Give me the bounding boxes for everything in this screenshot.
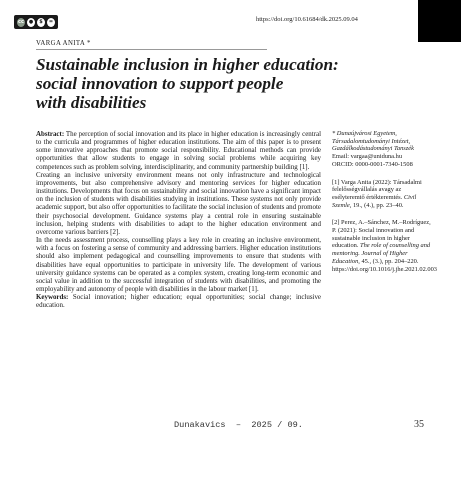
keywords-label: Keywords: <box>36 293 69 302</box>
reference-1 <box>332 179 432 210</box>
title-line: Sustainable inclusion in higher education: <box>36 55 339 74</box>
by-icon: ● <box>28 19 34 25</box>
title-line: with disabilities <box>36 93 147 112</box>
author-email[interactable]: Email: vargaa@uniduna.hu <box>332 153 403 161</box>
author-name: VARGA ANITA * <box>36 40 91 47</box>
reference-journal: The role of counselling and mentoring. Journal of Higher Education <box>332 242 431 265</box>
reference-text: , 19., (4.), pp. 23–40. <box>349 201 404 209</box>
page-number: 35 <box>414 419 424 430</box>
nc-icon: $ <box>37 18 45 27</box>
sidebar-notes <box>332 130 437 273</box>
author-affiliation: * Dunaújvárosi Egyetem, Társadalomtudományi Intézet, Gazdálkodástudományi Tanszék <box>332 130 414 153</box>
keywords-text: Social innovation; higher education; equal opportunities; social change; inclusive education. <box>36 293 321 310</box>
article-title <box>36 55 356 112</box>
cc-icon: cc <box>18 19 24 25</box>
doi-link[interactable]: https://doi.org/10.61684/dk.2025.09.04 <box>256 16 358 23</box>
body-paragraph: Creating an inclusive university environment means not only infrastructure and technological improvements, but also comprehensive advisory and mentoring services for higher education institutions. Developments that focus on sustainability and social innovation have a significant impact on the inclusion of students with disabilities studying in institutions. These systems not only provide academic support, but also offer opportunities to facilitate the social inclusion of students and promote their psychosocial development. Guidance systems play a central role in ensuring sustainable inclusion, helping students with disabilities to adapt to the higher education environment and overcome various barriers [2]. <box>36 170 321 236</box>
nd-icon: = <box>48 19 54 25</box>
license-badge <box>14 15 58 29</box>
abstract-paragraph <box>36 130 321 171</box>
body-paragraph: In the needs assessment process, counselling plays a key role in creating an inclusive environment, with a focus on fostering a sense of community and addressing barriers. Higher education institutions should also implement pedagogical and counselling improvements to ensure that students with disabilities have equal opportunities to participate in university life. The development of various university guidance systems can be operated as a complex system, creating long-term economic and social value in addition to the successful integration of students with disabilities, and promoting the employability and autonomy of people with disabilities in the labour market [1]. <box>36 236 321 293</box>
title-line: social innovation to support people <box>36 74 284 93</box>
reference-text: , 45., (3.), pp. 204–220. https://doi.org/10.1016/j.jhe.2021.02.003 <box>332 257 437 273</box>
page-tab-marker <box>418 0 461 42</box>
author-orcid: ORCID: 0000-0001-7340-1508 <box>332 160 413 168</box>
reference-text: [2] Perez, A.–Sánchez, M.–Rodríguez, P. (2021): Social innovation and sustainable inclusion in higher education. <box>332 219 431 250</box>
reference-journal: Civil Szemle <box>332 193 417 209</box>
abstract-text: The perception of social innovation and its place in higher education is increasingly central to the curricula and programmes of higher education institutions. The aim of this paper is to present some innovative approaches that promote social responsibility. Educational methods can provide opportunities that allow students to engage in solving social problems while acquiring key competences such as problem solving, interdisciplinarity, and community partnership building [1]. <box>36 130 321 171</box>
reference-2 <box>332 219 437 273</box>
abstract-body <box>36 130 321 309</box>
journal-footer: Dunakavics – 2025 / 09. <box>174 420 303 430</box>
abstract-label: Abstract: <box>36 130 65 138</box>
reference-text: [1] Varga Anita (2022): Társadalmi felelősségvállalás avagy az esélyteremtő értékteremtés. <box>332 178 422 201</box>
keywords-paragraph <box>36 293 321 309</box>
author-divider <box>36 49 267 50</box>
